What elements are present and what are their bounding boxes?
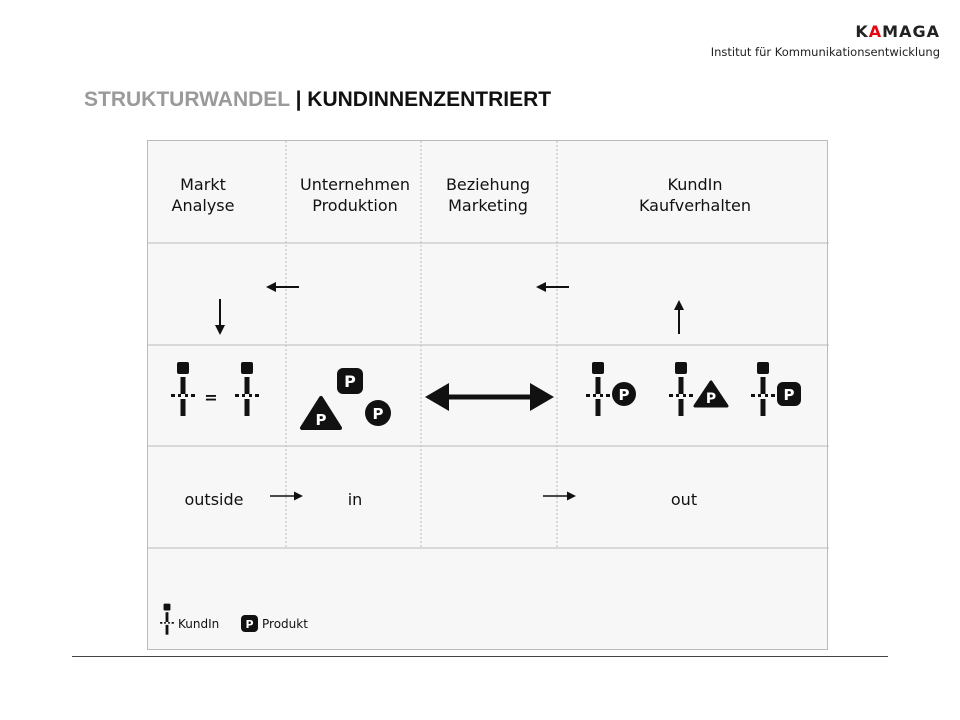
- product-icon: [241, 615, 258, 632]
- bottom-rule: [72, 656, 888, 657]
- header-relationship-l1: Beziehung: [445, 175, 531, 194]
- product-letter: P: [245, 618, 254, 631]
- logo-brand-rest: MAGA: [882, 22, 940, 41]
- header-relationship-l2: Marketing: [448, 196, 528, 215]
- arrow-left-icon: [266, 282, 299, 292]
- kamaga-logo: [711, 22, 940, 59]
- arrow-right-icon: [543, 492, 576, 501]
- product-icon: [612, 382, 636, 406]
- arrow-down-icon: [215, 299, 225, 335]
- legend-product-label: Produkt: [262, 617, 308, 631]
- diagram-svg: [148, 141, 829, 651]
- product-letter: P: [344, 372, 356, 391]
- customer-icon: [669, 362, 693, 416]
- header-company-l1: Unternehmen: [300, 175, 410, 194]
- flow-row: [185, 490, 698, 509]
- flow-outside-label: outside: [184, 490, 244, 509]
- product-icon: [777, 382, 801, 406]
- column-headers: [172, 175, 752, 215]
- product-icon: [695, 382, 727, 407]
- logo-brand: [711, 22, 940, 41]
- customer-icon: [235, 362, 259, 416]
- arrow-left-icon: [536, 282, 569, 292]
- header-market-l2: Analyse: [171, 196, 235, 215]
- product-icon: [302, 398, 340, 429]
- header-customer-l2: Kaufverhalten: [638, 196, 752, 215]
- title-part-customer-centric: | KUNDINNENZENTRIERT: [289, 88, 552, 111]
- logo-subtitle: Institut für Kommunikationsentwicklung: [710, 45, 940, 59]
- legend-customer-label: KundIn: [178, 617, 220, 631]
- title-part-structure: STRUKTURWANDEL: [84, 88, 290, 111]
- customer-icon: [171, 362, 195, 416]
- header-company-l2: Produktion: [312, 196, 398, 215]
- arrow-right-icon: [270, 492, 303, 501]
- product-letter: P: [783, 386, 795, 404]
- product-letter: P: [315, 411, 327, 429]
- product-icon: [337, 368, 363, 394]
- customer-icon: [160, 604, 174, 635]
- customer-icon: [751, 362, 775, 416]
- logo-brand-k: K: [855, 22, 869, 41]
- flow-in-label: in: [347, 490, 363, 509]
- slide-title: [84, 88, 551, 112]
- double-arrow-icon: [425, 383, 554, 411]
- legend: [160, 604, 308, 635]
- equals-sign: =: [204, 388, 218, 407]
- product-letter: P: [705, 391, 717, 407]
- product-letter: P: [372, 405, 384, 423]
- product-letter: P: [618, 386, 630, 404]
- header-market-l1: Markt: [180, 175, 226, 194]
- logo-brand-accent: A: [868, 22, 883, 41]
- header-customer-l1: KundIn: [667, 175, 723, 194]
- relation-row: [171, 362, 801, 429]
- direction-arrows: [215, 282, 684, 335]
- diagram-grid: [147, 140, 828, 650]
- product-icon: [365, 400, 391, 426]
- customer-icon: [586, 362, 610, 416]
- arrow-up-icon: [674, 300, 684, 334]
- flow-out-label: out: [670, 490, 698, 509]
